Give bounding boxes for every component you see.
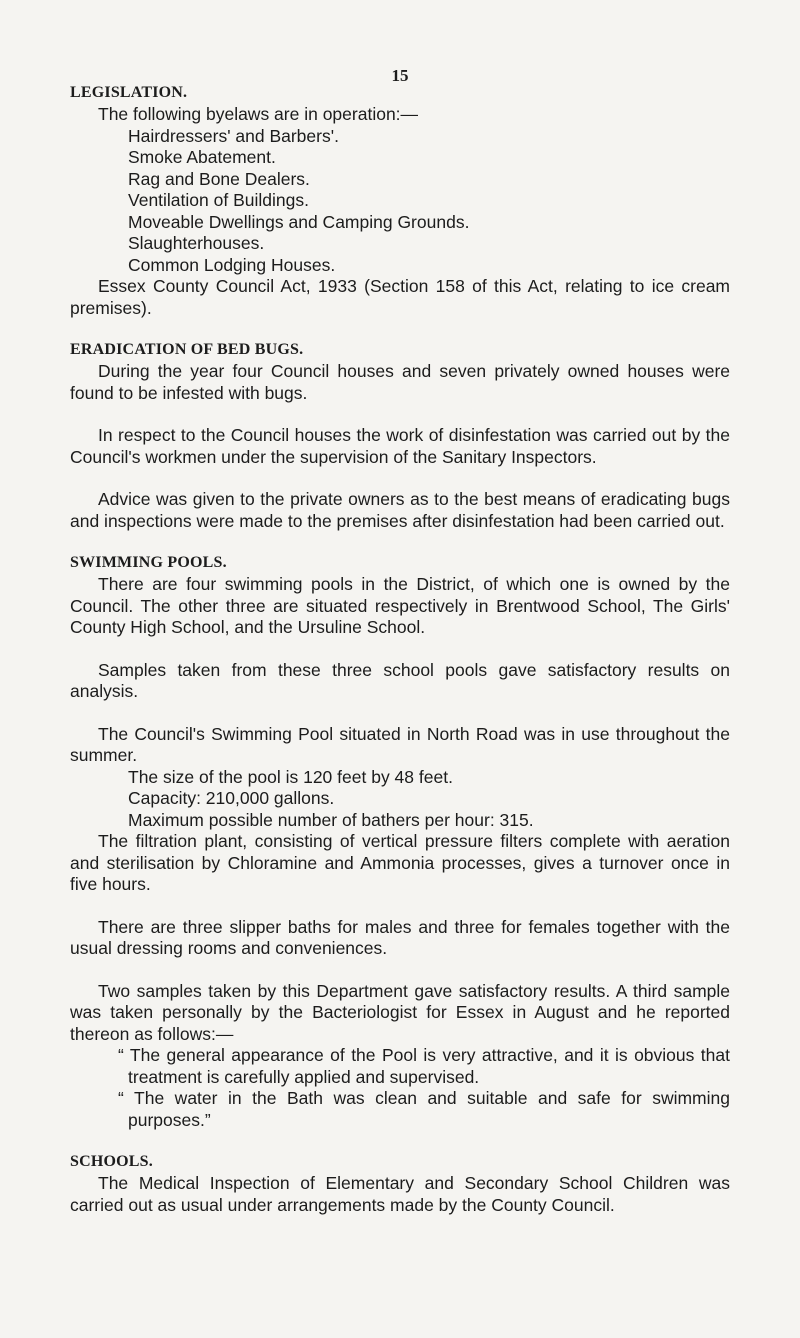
legislation-closing: Essex County Council Act, 1933 (Section 158 of this Act, relating to ice cream premises). xyxy=(70,276,730,318)
bed-bugs-section xyxy=(70,341,730,532)
swimming-paragraph: Two samples taken by this Department gave satisfactory results. A third sample was taken personally by the Bacteriologist for Essex in August and he reported thereon as follows:— xyxy=(70,980,730,1044)
byelaw-item: Moveable Dwellings and Camping Grounds. xyxy=(128,211,470,232)
bed-bugs-paragraph: During the year four Council houses and seven privately owned houses were found to be infested with bugs. xyxy=(70,361,730,403)
pool-filtration: The filtration plant, consisting of vertical pressure filters complete with aeration and sterilisation by Chloramine and Ammonia processes, gives a turnover once in five hours. xyxy=(70,831,730,894)
swimming-paragraph: There are three slipper baths for males and three for females together with the usual dressing rooms and conveniences. xyxy=(70,916,730,958)
legislation-heading: LEGISLATION. xyxy=(70,84,188,101)
bed-bugs-heading: ERADICATION OF BED BUGS. xyxy=(70,341,304,358)
page-number: 15 xyxy=(391,66,409,85)
byelaw-item: Smoke Abatement. xyxy=(128,147,276,167)
schools-paragraph: The Medical Inspection of Elementary and Secondary School Children was carried out as usual under arrangements made by the County Council. xyxy=(70,1173,730,1215)
pool-capacity: Capacity: 210,000 gallons. xyxy=(128,788,335,808)
schools-heading: SCHOOLS. xyxy=(70,1153,153,1170)
swimming-section xyxy=(70,554,730,1131)
byelaw-item: Rag and Bone Dealers. xyxy=(128,168,310,189)
schools-section xyxy=(70,1153,730,1216)
pool-maximum-bathers: Maximum possible number of bathers per hour: 315. xyxy=(128,809,534,830)
pool-size: The size of the pool is 120 feet by 48 feet. xyxy=(128,766,453,787)
byelaw-list xyxy=(70,126,730,277)
swimming-paragraph: Samples taken from these three school pools gave satisfactory results on analysis. xyxy=(70,659,730,701)
legislation-section xyxy=(70,84,730,319)
byelaw-item: Slaughterhouses. xyxy=(128,233,265,253)
bacteriologist-quote: “ The general appearance of the Pool is very attractive, and it is obvious that treatment is carefully applied and supervised. xyxy=(118,1045,730,1087)
byelaw-item: Ventilation of Buildings. xyxy=(128,190,309,210)
swimming-paragraph: There are four swimming pools in the District, of which one is owned by the Council. The other three are situated respectively in Brentwood School, The Girls' County High School, and the Ursuline School. xyxy=(70,574,730,637)
legislation-intro: The following byelaws are in operation:— xyxy=(98,104,419,124)
byelaw-item: Hairdressers' and Barbers'. xyxy=(128,125,339,146)
bacteriologist-quote: “ The water in the Bath was clean and suitable and safe for swimming purposes.” xyxy=(118,1088,730,1130)
swimming-paragraph: The Council's Swimming Pool situated in North Road was in use throughout the summer. xyxy=(70,723,730,765)
bed-bugs-paragraph: Advice was given to the private owners as to the best means of eradicating bugs and inspections were made to the premises after disinfestation had been carried out. xyxy=(70,489,730,531)
byelaw-item: Common Lodging Houses. xyxy=(128,254,336,275)
swimming-heading: SWIMMING POOLS. xyxy=(70,554,227,571)
bed-bugs-paragraph: In respect to the Council houses the work of disinfestation was carried out by the Council's workmen under the supervision of the Sanitary Inspectors. xyxy=(70,425,730,467)
